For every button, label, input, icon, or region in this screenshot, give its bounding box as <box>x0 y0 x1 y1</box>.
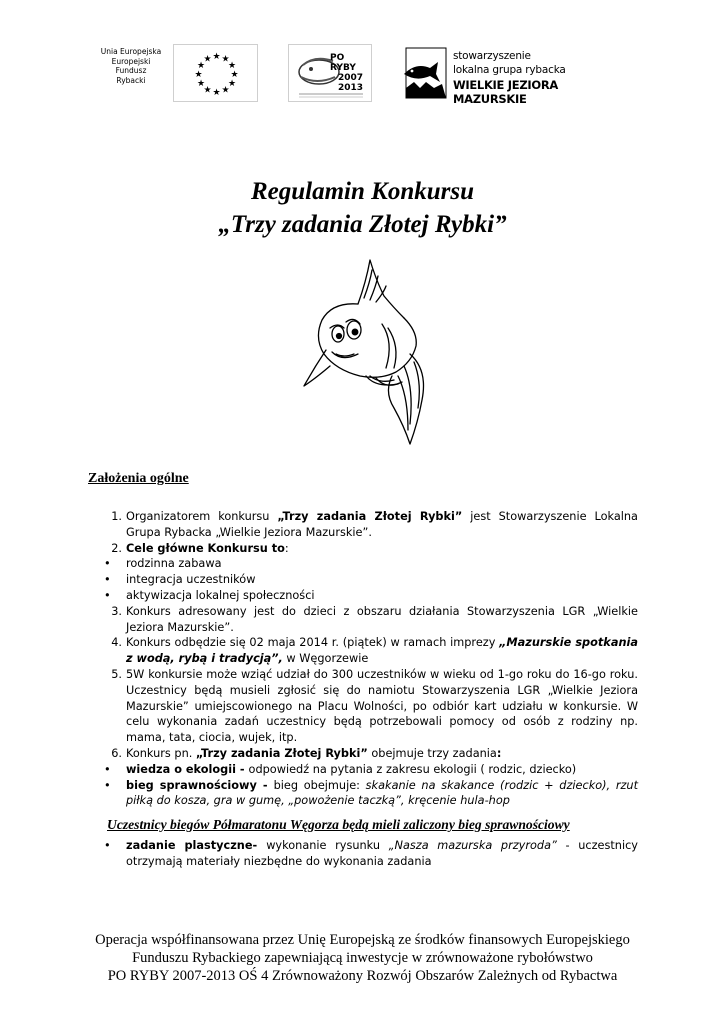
po-ryby-logo <box>288 44 372 102</box>
bullet-icon: • <box>104 778 111 792</box>
task-name: wiedza o ekologii - <box>126 762 249 776</box>
task-name: bieg sprawnościowy - <box>126 778 274 792</box>
eu-stars-icon <box>174 45 259 103</box>
goal-text: rodzinna zabawa <box>126 557 222 571</box>
bullet-icon: • <box>104 839 111 852</box>
svg-text:★: ★ <box>196 61 206 71</box>
section-heading: Założenia ogólne <box>88 471 189 486</box>
eu-fund-line: Rybacki <box>116 75 146 85</box>
task-text: „Nasza mazurska przyroda” <box>388 839 557 852</box>
funding-footer <box>0 931 725 985</box>
list-item <box>102 667 638 746</box>
task-item <box>102 762 638 778</box>
item-text: : <box>496 746 502 760</box>
svg-text:★: ★ <box>227 61 237 71</box>
item-number: 6. <box>111 746 122 760</box>
item-text: 5W konkursie może wziąć udział do 300 uczestników w wieku od 1-go roku do 16-go roku. Uczestnicy będą musieli zgłosić się do namiotu Stowarzyszenia LGR „Wielkie Jeziora Mazurskie” umiejscowionego na Placu Wolności, po odbiór kart udziału w konkursie. W celu wykonania zadań uczestnicy będą potrzebowali pomocy od osób z rodziny np. mama, tata, ciocia, wujek, itp. <box>126 667 638 745</box>
eu-flag-logo <box>173 44 258 102</box>
eu-fund-caption <box>97 47 165 85</box>
item-text: Konkurs adresowany jest do dzieci z obszaru działania Stowarzyszenia LGR „Wielkie Jeziora Mazurskie”. <box>126 604 638 634</box>
item-text: : <box>284 541 289 555</box>
contest-name: „Trzy zadania Złotej Rybki” <box>195 746 368 760</box>
goal-text: integracja uczestników <box>126 573 256 587</box>
svg-text:★: ★ <box>196 79 206 89</box>
item-number: 1. <box>111 510 122 523</box>
task-text: - uczestnicy otrzymają materiały niezbędne do wykonania zadania <box>126 839 638 868</box>
svg-text:★: ★ <box>212 52 221 62</box>
svg-text:★: ★ <box>221 85 230 96</box>
task-text: odpowiedź na pytania z zakresu ekologii ( rodzic, dziecko) <box>248 762 577 776</box>
item-text: Organizatorem konkursu <box>126 510 278 523</box>
task-name: zadanie plastyczne- <box>126 839 267 852</box>
po-ryby-line: 2013 <box>338 83 364 93</box>
eu-fund-line: Unia Europejska <box>100 47 162 56</box>
item-number: 5. <box>111 667 122 681</box>
lgr-line-2: lokalna grupa rybacka <box>453 64 566 76</box>
bullet-icon: • <box>104 573 111 587</box>
svg-text:★: ★ <box>227 79 237 89</box>
svg-text:★: ★ <box>230 70 239 80</box>
item-text: jest Stowarzyszenie Lokalna Grupa Rybacka „Wielkie Jeziora Mazurskie”. <box>126 510 638 539</box>
po-ryby-logo-text <box>330 53 371 93</box>
task-item <box>102 778 638 810</box>
po-ryby-line: 2007 <box>338 73 364 83</box>
svg-text:★: ★ <box>221 54 230 65</box>
rules-list-continued <box>102 838 638 870</box>
item-number: 4. <box>111 636 122 650</box>
task-text: wykonanie rysunku <box>266 839 389 852</box>
svg-text:★: ★ <box>203 85 212 96</box>
goal-item <box>102 588 638 604</box>
goal-item <box>102 572 638 588</box>
footer-line: PO RYBY 2007-2013 OŚ 4 Zrównoważony Rozwój Obszarów Zależnych od Rybactwa <box>107 968 618 984</box>
item-text: Konkurs pn. <box>126 746 196 760</box>
svg-text:★: ★ <box>212 88 221 98</box>
eu-fund-line: Europejski <box>111 56 151 66</box>
list-item <box>102 541 638 557</box>
lgr-line-1: stowarzyszenie <box>453 50 531 62</box>
list-item <box>102 604 638 636</box>
bullet-icon: • <box>104 588 111 602</box>
goal-text: aktywizacja lokalnej społeczności <box>126 588 315 602</box>
list-item <box>102 509 638 541</box>
item-text: obejmuje trzy zadania <box>367 746 497 760</box>
bullet-icon: • <box>104 762 111 776</box>
lgr-fish-icon <box>396 44 448 102</box>
page-title-line-2: „Trzy zadania Złotej Rybki” <box>218 211 507 238</box>
event-name: „Mazurskie spotkania z wodą, rybą i tradycją”, <box>126 636 638 666</box>
task-item <box>102 838 638 870</box>
item-text: w Węgorzewie <box>282 652 369 666</box>
lgr-logo <box>396 44 612 106</box>
task-text: skakanie na skakance (rodzic + dziecko), rzut piłką do kosza, gra w gumę, „powożenie taczką”, kręcenie hula-hop <box>126 778 639 808</box>
item-number: 3. <box>111 604 122 618</box>
footer-line: Funduszu Rybackiego zapewniającą inwestycje w zrównoważone rybołówstwo <box>132 950 593 966</box>
footer-line: Operacja współfinansowana przez Unię Europejską ze środków finansowych Europejskiego <box>95 932 630 948</box>
half-marathon-note: Uczestnicy biegów Półmaratonu Węgorza będą mieli zaliczony bieg sprawnościowy <box>107 817 570 832</box>
svg-text:★: ★ <box>194 70 203 80</box>
list-item <box>102 746 638 762</box>
po-ryby-line: PO RYBY <box>330 53 356 73</box>
goal-item <box>102 556 638 572</box>
item-number: 2. <box>111 541 122 555</box>
eu-fund-line: Fundusz <box>115 66 147 75</box>
golden-fish-illustration <box>300 258 432 446</box>
item-text: Cele główne Konkursu to <box>126 541 285 555</box>
item-text: Konkurs odbędzie się 02 maja 2014 r. (piątek) w ramach imprezy <box>126 636 500 650</box>
contest-name: „Trzy zadania Złotej Rybki” <box>277 510 463 523</box>
list-item <box>102 635 638 667</box>
svg-text:★: ★ <box>203 54 212 65</box>
page-title-line-1: Regulamin Konkursu <box>250 178 474 205</box>
lgr-line-3: WIELKIE JEZIORA MAZURSKIE <box>453 78 558 106</box>
bullet-icon: • <box>104 557 111 571</box>
task-text: bieg obejmuje: <box>273 778 366 792</box>
rules-list <box>102 509 638 809</box>
